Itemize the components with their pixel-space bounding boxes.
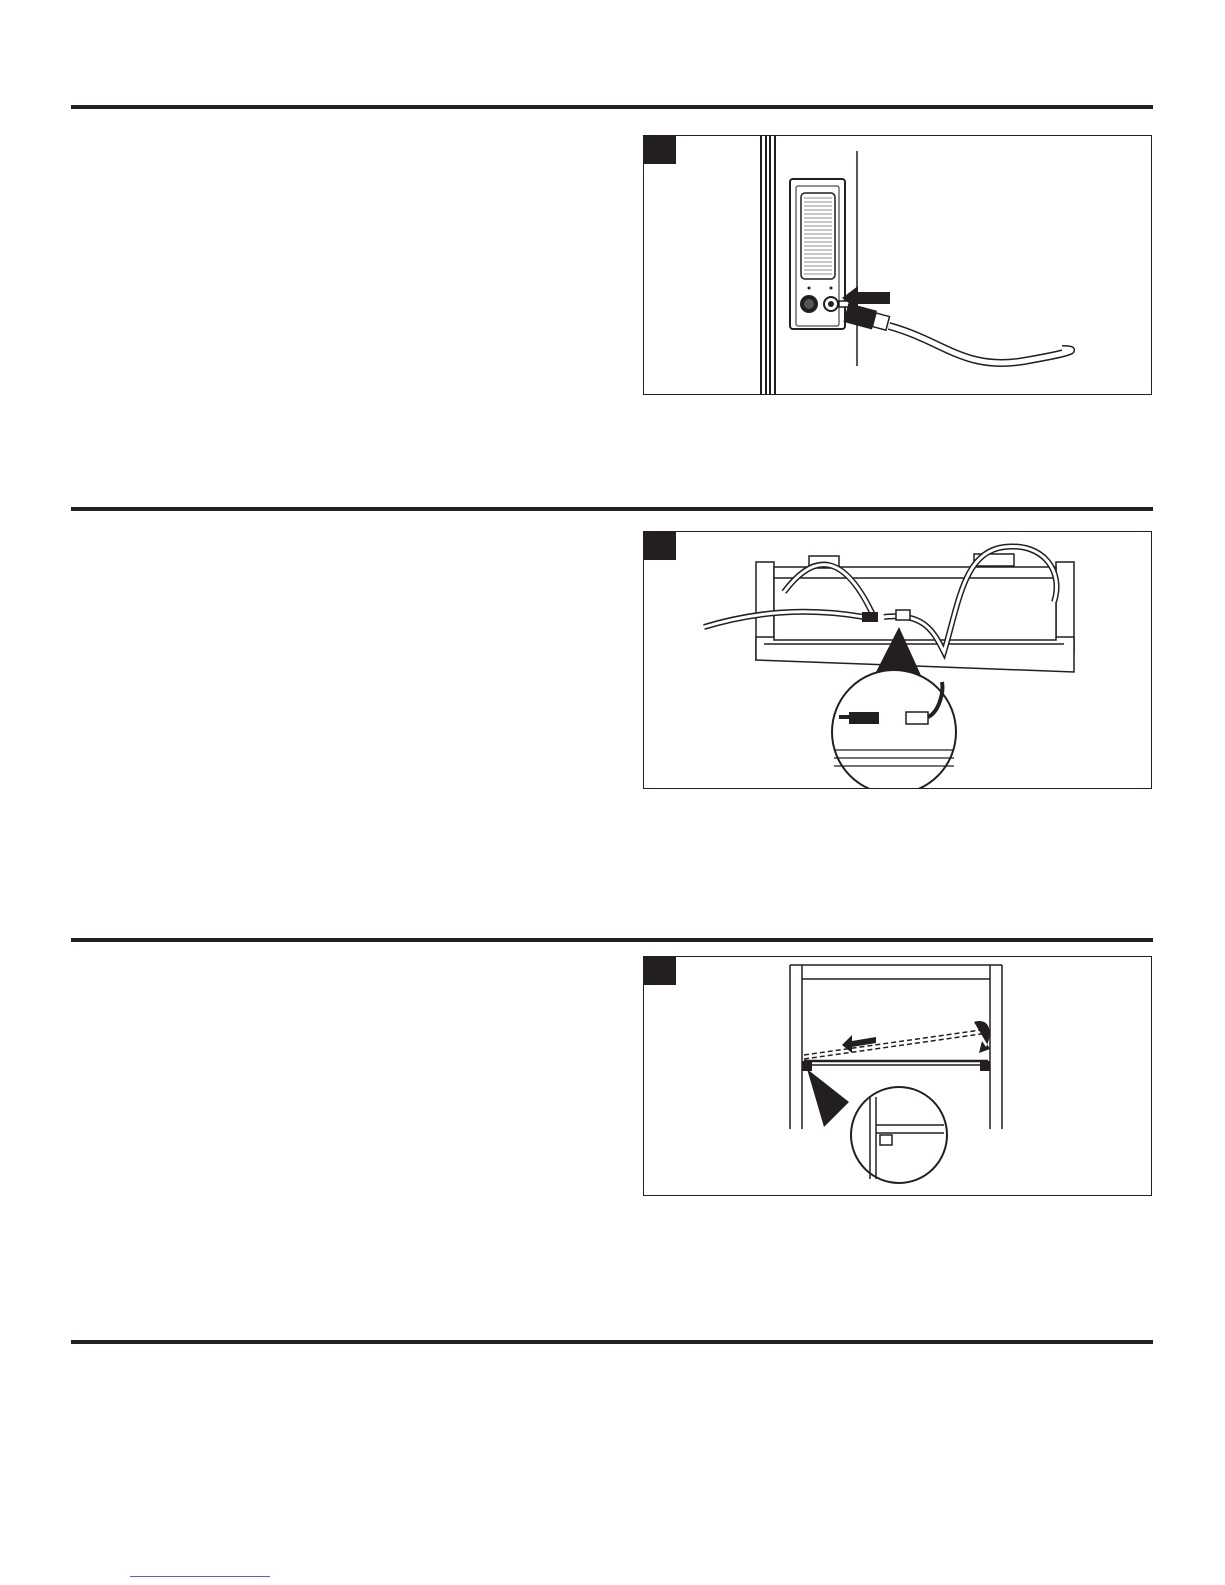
figure-shelf-cable xyxy=(643,531,1152,789)
footer-link[interactable] xyxy=(130,1576,270,1577)
speaker-jack-cable-illustration xyxy=(644,136,1152,395)
section-divider-4 xyxy=(71,1340,1153,1344)
shelf-tilt-removal-illustration xyxy=(644,957,1152,1196)
section-divider-2 xyxy=(71,507,1153,511)
figure-shelf-tilt xyxy=(643,956,1152,1196)
shelf-cable-connector-illustration xyxy=(644,532,1152,789)
figure-speaker-jack xyxy=(643,135,1152,395)
section-divider-1 xyxy=(71,105,1153,109)
section-divider-3 xyxy=(71,938,1153,942)
